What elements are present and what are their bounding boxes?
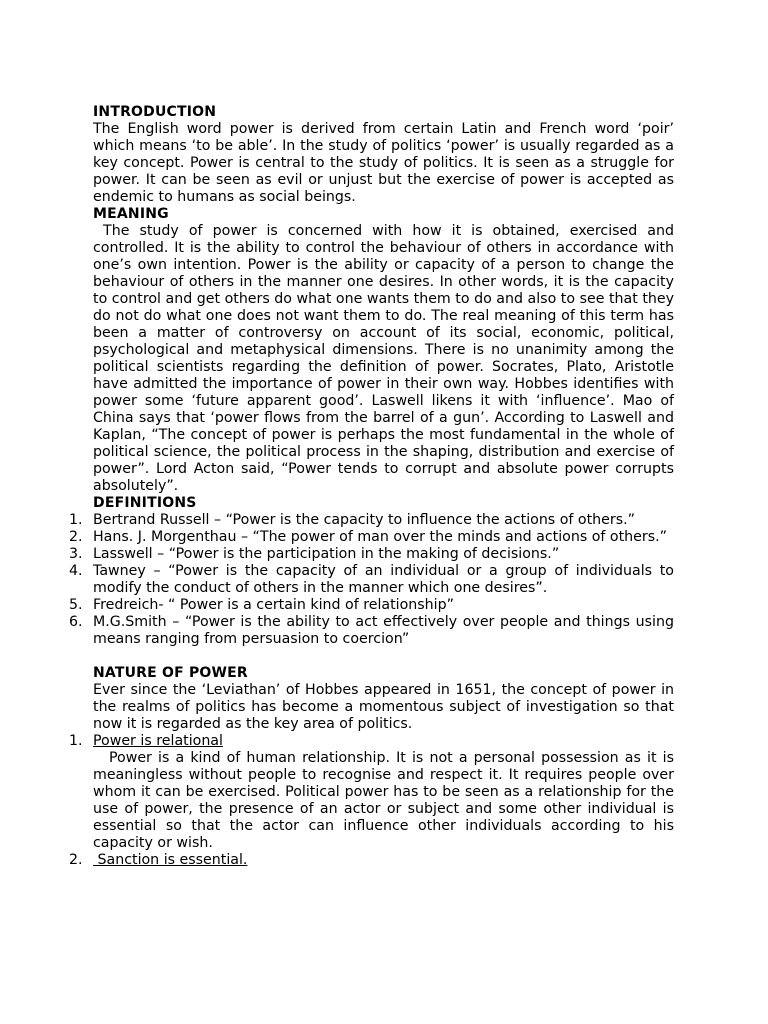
nature-item-title: Power is relational — [93, 733, 223, 749]
nature-text: Ever since the ‘Leviathan’ of Hobbes appeared in 1651, the concept of power in the realms of politics has become a momentous subject of investigation so that now it is regarded as the key area of politics. — [93, 682, 674, 732]
definition-text: Fredreich- “ Power is a certain kind of relationship” — [93, 597, 454, 613]
nature-item-title: Sanction is essential. — [93, 852, 248, 868]
list-number: 3. — [69, 546, 83, 562]
introduction-text: The English word power is derived from certain Latin and French word ‘poir’ which means ‘to be able’. In the study of politics ‘power’ is usually regarded as a key concept. Power is central to the study of politics. It is seen as a struggle for power. It can be seen as evil or unjust but the exercise of power is accepted as endemic to humans as social beings. — [93, 121, 674, 205]
list-number: 1. — [69, 512, 83, 528]
definition-item — [69, 597, 674, 614]
definition-item — [69, 512, 674, 529]
document-page — [69, 104, 679, 869]
definition-text: Bertrand Russell – “Power is the capacity to influence the actions of others.” — [93, 512, 635, 528]
definition-text: Tawney – “Power is the capacity of an individual or a group of individuals to modify the conduct of others in the manner which one desires”. — [93, 563, 674, 596]
meaning-text: The study of power is concerned with how it is obtained, exercised and controlled. It is the ability to control the behaviour of others in accordance with one’s own intention. Power is the ability or capacity of a person to change the behaviour of others in the manner one desires. In other words, it is the capacity to control and get others do what one wants them to do and also to see that they do not do what one does not want them to do. The real meaning of this term has been a matter of controversy on account of its social, economic, political, psychological and metaphysical dimensions. There is no unanimity among the political scientists regarding the definition of power. Socrates, Plato, Aristotle have admitted the importance of power in their own way. Hobbes identifies with power some ‘future apparent good’. Laswell likens it with ‘influence’. Mao of China says that ‘power flows from the barrel of a gun’. According to Laswell and Kaplan, “The concept of power is perhaps the most fundamental in the whole of political science, the political process in the shaping, distribution and exercise of power”. Lord Acton said, “Power tends to corrupt and absolute power corrupts absolutely”. — [93, 223, 679, 494]
definitions-list — [69, 512, 674, 648]
nature-heading: NATURE OF POWER — [93, 665, 248, 681]
definition-item — [69, 529, 674, 546]
list-number: 4. — [69, 563, 83, 579]
list-number: 1. — [69, 733, 83, 749]
list-number: 2. — [69, 852, 83, 868]
definition-text: Hans. J. Morgenthau – “The power of man over the minds and actions of others.” — [93, 529, 667, 545]
definition-item — [69, 614, 674, 648]
meaning-heading: MEANING — [93, 206, 169, 222]
nature-list — [69, 733, 674, 750]
definition-item — [69, 546, 674, 563]
list-number: 6. — [69, 614, 83, 630]
definitions-heading: DEFINITIONS — [93, 495, 197, 511]
definition-item — [69, 563, 674, 597]
nature-list-continued — [69, 852, 674, 869]
nature-item — [69, 733, 674, 750]
definition-text: M.G.Smith – “Power is the ability to act effectively over people and things using means ranging from persuasion to coercion” — [93, 614, 674, 647]
introduction-heading: INTRODUCTION — [93, 104, 217, 120]
list-number: 2. — [69, 529, 83, 545]
definition-text: Lasswell – “Power is the participation in the making of decisions.” — [93, 546, 560, 562]
list-number: 5. — [69, 597, 83, 613]
nature-item — [69, 852, 674, 869]
spacer — [93, 648, 674, 665]
nature-item-text: Power is a kind of human relationship. It is not a personal possession as it is meaningless without people to recognise and respect it. It requires people over whom it can be exercised. Political power has to be seen as a relationship for the use of power, the presence of an actor or subject and some other individual is essential so that the actor can influence other individuals according to his capacity or wish. — [93, 750, 674, 851]
